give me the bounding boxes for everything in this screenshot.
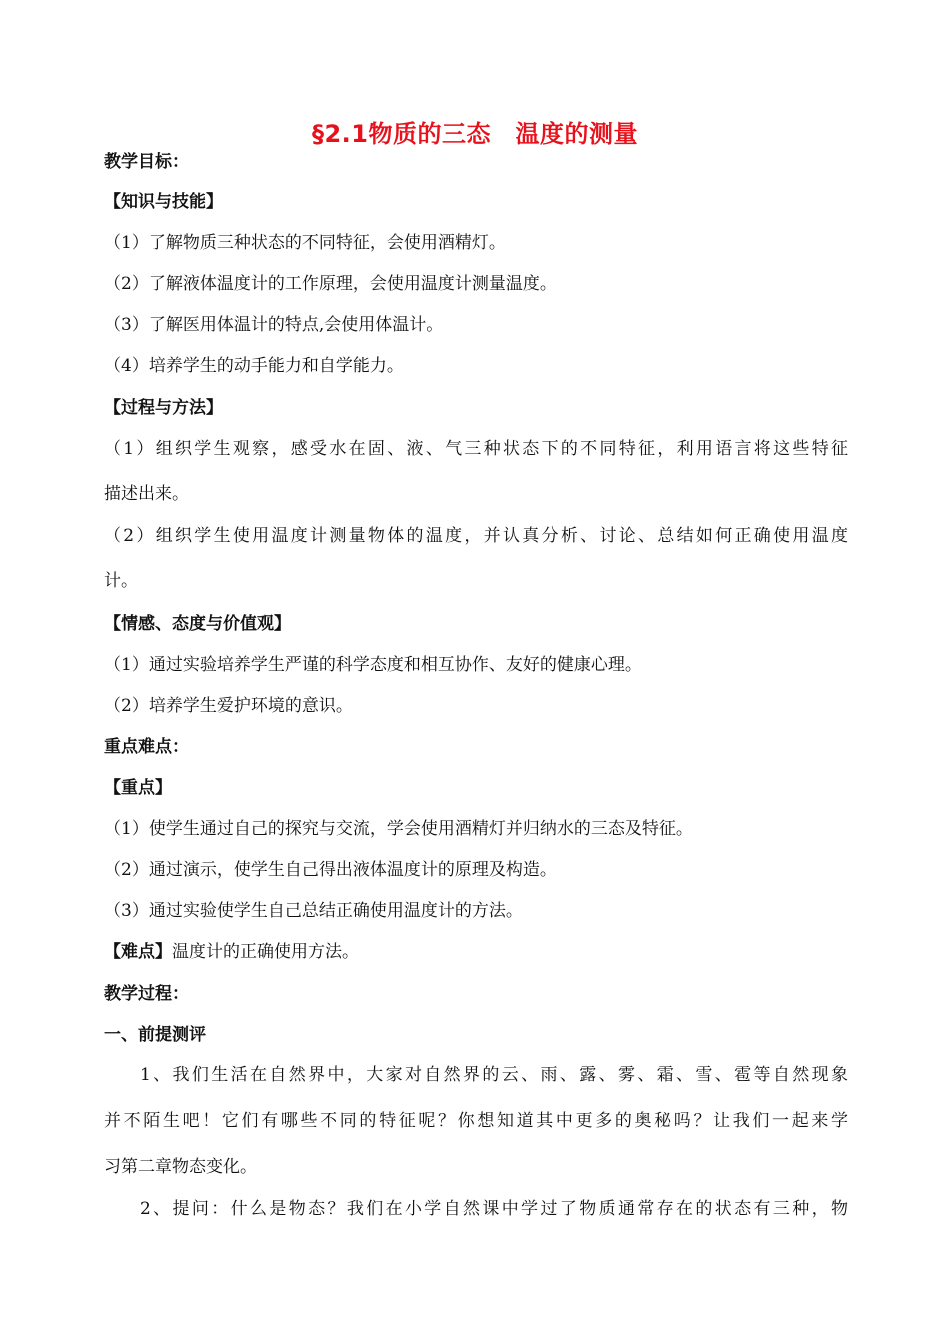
process-heading: 【过程与方法】	[104, 398, 223, 418]
process-item-1-line-1: （1）组织学生观察，感受水在固、液、气三种状态下的不同特征，利用语言将这些特征	[104, 439, 848, 459]
process-item-2-line-1: （2）组织学生使用温度计测量物体的温度，并认真分析、讨论、总结如何正确使用温度	[104, 526, 848, 546]
teaching-goals-heading: 教学目标：	[104, 152, 189, 172]
section-1-paragraph-1-line-3: 习第二章物态变化。	[104, 1157, 257, 1177]
emotion-item: （1）通过实验培养学生严谨的科学态度和相互协作、友好的健康心理。	[104, 655, 642, 675]
emotion-heading: 【情感、态度与价值观】	[104, 614, 291, 634]
focus-heading: 【重点】	[104, 778, 172, 798]
section-1-heading: 一、前提测评	[104, 1025, 206, 1045]
emotion-item: （2）培养学生爱护环境的意识。	[104, 696, 353, 716]
key-points-heading: 重点难点：	[104, 737, 189, 757]
difficulty-text: 温度计的正确使用方法。	[172, 942, 359, 962]
knowledge-item: （2）了解液体温度计的工作原理，会使用温度计测量温度。	[104, 274, 557, 294]
difficulty-line	[104, 940, 848, 964]
knowledge-item: （1）了解物质三种状态的不同特征，会使用酒精灯。	[104, 233, 506, 253]
section-1-paragraph-1-line-2: 并不陌生吧！它们有哪些不同的特征呢？你想知道其中更多的奥秘吗？让我们一起来学	[104, 1111, 848, 1131]
teaching-process-heading: 教学过程：	[104, 984, 189, 1004]
knowledge-heading: 【知识与技能】	[104, 192, 223, 212]
knowledge-item: （4）培养学生的动手能力和自学能力。	[104, 356, 404, 376]
process-item-2-line-2: 计。	[104, 571, 138, 591]
knowledge-item: （3）了解医用体温计的特点,会使用体温计。	[104, 315, 444, 335]
focus-item: （3）通过实验使学生自己总结正确使用温度计的方法。	[104, 901, 523, 921]
focus-item: （2）通过演示，使学生自己得出液体温度计的原理及构造。	[104, 860, 557, 880]
focus-item: （1）使学生通过自己的探究与交流，学会使用酒精灯并归纳水的三态及特征。	[104, 819, 693, 839]
section-1-paragraph-1-line-1: 1、我们生活在自然界中，大家对自然界的云、雨、露、雾、霜、雪、雹等自然现象	[140, 1065, 848, 1085]
section-1-paragraph-2-line-1: 2、提问：什么是物态？我们在小学自然课中学过了物质通常存在的状态有三种，物	[140, 1199, 848, 1219]
page-title: §2.1物质的三态 温度的测量	[311, 120, 638, 148]
process-item-1-line-2: 描述出来。	[104, 484, 189, 504]
difficulty-heading: 【难点】	[104, 942, 172, 962]
